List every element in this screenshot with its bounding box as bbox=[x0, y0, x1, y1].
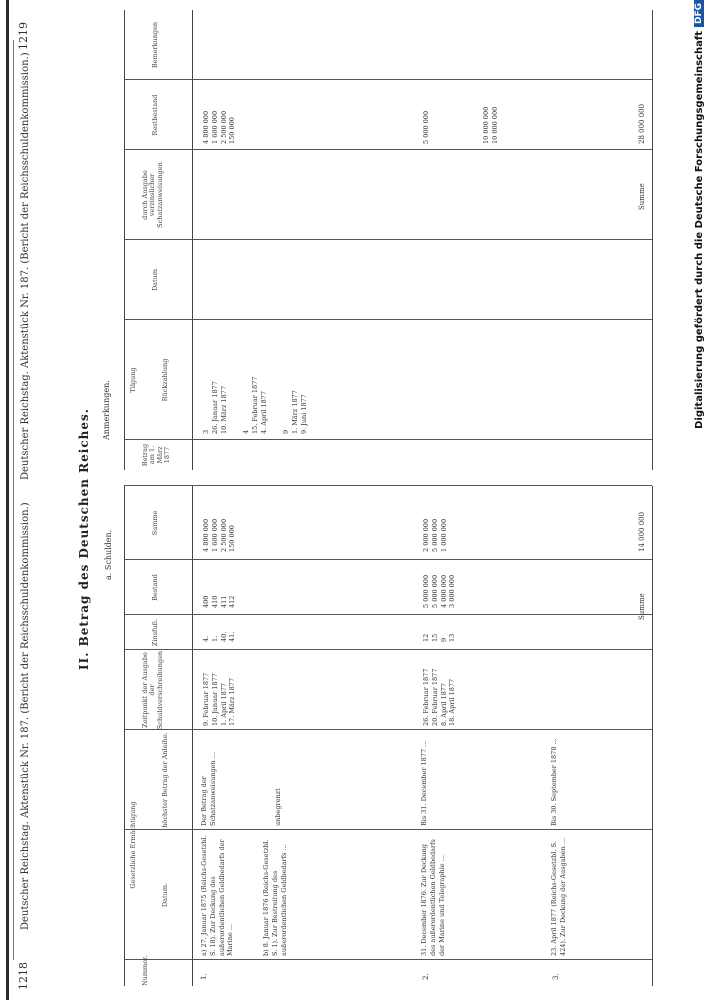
right-table-divider bbox=[124, 149, 652, 150]
right-amount: 2 500 000 bbox=[219, 110, 228, 144]
left-total-label: Summe bbox=[638, 593, 646, 620]
right-table-divider bbox=[124, 439, 652, 440]
right-cell: 1. März 1877 bbox=[290, 390, 299, 434]
issue-date: 26. Februar 1877 bbox=[422, 668, 430, 726]
right-subtitle: Anmerkungen. bbox=[102, 380, 111, 440]
sum-value: 1 000 000 bbox=[439, 518, 448, 552]
stock-value: 400 bbox=[202, 595, 210, 608]
right-table-bottom-rule bbox=[652, 10, 653, 470]
right-cell: 4 bbox=[242, 429, 250, 434]
right-total-value: 28 000 000 bbox=[638, 103, 646, 144]
series-value: 40. bbox=[219, 631, 228, 642]
right-amount: 10 000 000 bbox=[490, 106, 499, 144]
left-table-divider bbox=[124, 485, 652, 486]
amount-text: unbegrenzt bbox=[274, 788, 282, 826]
left-table-divider bbox=[124, 649, 652, 650]
rotated-document-spread bbox=[12, 0, 688, 1000]
col-header-rate: Zinsfuß. bbox=[151, 618, 159, 647]
sum-value: 2 500 000 bbox=[219, 518, 228, 552]
amount-text: Bis 31. December 1877 ... bbox=[420, 740, 428, 826]
sum-value: 4 800 000 bbox=[202, 518, 210, 552]
scan-credit-text: Digitalisierung gefördert durch die Deutsche Forschungsgemeinschaft bbox=[693, 31, 705, 429]
col-header-number: Nummer. bbox=[141, 955, 149, 986]
stock-value: 5 000 000 bbox=[422, 574, 430, 608]
sum-value: 150 000 bbox=[228, 525, 237, 552]
section-title: II. Betrag des Deutschen Reiches. bbox=[77, 408, 91, 670]
right-row bbox=[202, 324, 228, 434]
series-value: 1. bbox=[210, 635, 219, 642]
series-value: 12 bbox=[422, 633, 430, 642]
right-amount: 1 600 000 bbox=[210, 110, 219, 144]
issue-date: 17. März 1877 bbox=[228, 677, 237, 726]
right-cell: 4. April 1877 bbox=[259, 391, 268, 434]
law-text: 23. April 1877 (Reichs-Gesetzbl. S. 424). Zur Deckung der Ausgaben ... bbox=[550, 837, 567, 956]
series-values bbox=[202, 618, 237, 642]
stock-value: 411 bbox=[219, 595, 228, 608]
scan-credit bbox=[692, 0, 706, 1000]
right-table-divider bbox=[124, 319, 652, 320]
left-table-divider bbox=[124, 559, 652, 560]
stock-value: 4 000 000 bbox=[439, 574, 448, 608]
col-header-date: Datum. bbox=[161, 882, 169, 908]
series-value: 9 bbox=[439, 637, 448, 642]
right-row bbox=[282, 324, 308, 434]
left-table-divider bbox=[124, 959, 652, 960]
issue-date: 9. Februar 1877 bbox=[202, 672, 210, 726]
right-table-divider bbox=[124, 239, 652, 240]
series-value: 41. bbox=[228, 631, 237, 642]
sum-value: 2 000 000 bbox=[422, 518, 430, 552]
page-binding-edge bbox=[6, 0, 9, 1000]
issue-dates bbox=[422, 652, 457, 726]
right-cell: 9 bbox=[282, 429, 290, 434]
right-col-header: Datum bbox=[151, 268, 159, 292]
right-col-header: Rückzahlung bbox=[161, 358, 169, 402]
stock-value: 3 000 000 bbox=[448, 574, 457, 608]
col-header-stock: Bestand bbox=[151, 574, 159, 601]
issue-date: 18. April 1877 bbox=[448, 678, 457, 726]
law-text: b) 8. Januar 1876 (Reichs-Gesetzbl. S. 1). Zur Bestreitung des außerordentlichen Geldbedarfs ... bbox=[262, 839, 288, 956]
series-value: 15 bbox=[430, 633, 439, 642]
series-value: 13 bbox=[448, 633, 457, 642]
stock-values bbox=[202, 564, 237, 608]
series-value: 4. bbox=[202, 635, 210, 642]
right-cell: 10. März 1877 bbox=[219, 385, 228, 434]
issue-date: 1. April 1877 bbox=[219, 683, 228, 726]
law-text: 31. December 1876. Zur Deckung des außerordentlichen Geldbedarfs der Marine und Telegraphie ... bbox=[420, 839, 446, 956]
section-subtitle: a. Schulden. bbox=[104, 529, 113, 580]
right-col-header: durch Ausgabe verzinslicher Schatzanweisungen bbox=[141, 162, 164, 228]
sum-value: 5 000 000 bbox=[430, 518, 439, 552]
dfg-logo: DFG bbox=[694, 0, 704, 27]
col-header-max-amount: höchster Betrag der Anleihe. bbox=[161, 732, 169, 828]
col-header-sum: Summe bbox=[151, 510, 159, 536]
amount-text: Der Betrag der Schatzanweisungen ... bbox=[200, 752, 217, 826]
left-page-number: 1218 bbox=[17, 962, 30, 990]
right-running-head: Deutscher Reichstag. Aktenstück Nr. 187. (Bericht der Reichsschuldenkommission.) bbox=[20, 52, 31, 480]
left-table-header-rule bbox=[192, 486, 193, 986]
right-amount: 150 000 bbox=[228, 117, 237, 144]
right-amounts bbox=[482, 82, 500, 144]
sum-values bbox=[422, 490, 448, 552]
right-table-divider bbox=[124, 79, 652, 80]
right-row bbox=[242, 324, 268, 434]
issue-date: 8. April 1877 bbox=[439, 683, 448, 726]
right-amounts bbox=[422, 82, 431, 144]
right-cell: 3 bbox=[202, 429, 210, 434]
left-table-divider bbox=[124, 829, 652, 830]
stock-value: 410 bbox=[210, 595, 219, 608]
stock-value: 412 bbox=[228, 595, 237, 608]
right-cell: 26. Januar 1877 bbox=[210, 381, 219, 434]
series-values bbox=[422, 618, 457, 642]
amount-text: Bis 30. September 1878 ... bbox=[550, 738, 558, 826]
right-cell: 15. Februar 1877 bbox=[250, 376, 259, 434]
sum-values bbox=[202, 490, 237, 552]
issue-date: 20. Februar 1877 bbox=[430, 668, 439, 726]
issue-date: 10. Januar 1877 bbox=[210, 673, 219, 726]
left-running-head: Deutscher Reichstag. Aktenstück Nr. 187. (Bericht der Reichsschuldenkommission.) bbox=[20, 502, 31, 930]
left-total-value: 14 000 000 bbox=[638, 511, 646, 552]
right-col-header: Bemerkungen bbox=[151, 21, 159, 69]
left-table-bottom-rule bbox=[652, 486, 653, 986]
right-amounts bbox=[202, 82, 237, 144]
left-table-divider bbox=[124, 614, 652, 615]
right-col-header: Tilgung bbox=[129, 367, 137, 393]
stock-value: 5 000 000 bbox=[430, 574, 439, 608]
right-amount: 4 800 000 bbox=[202, 110, 210, 144]
right-col-header: Restbestand bbox=[151, 94, 159, 136]
row-number: 3. bbox=[552, 973, 560, 980]
law-text: a) 27. Januar 1875 (Reichs-Gesetzbl. S. 18). Zur Deckung des außerordentlichen Geldbedarfs der Marine ... bbox=[200, 835, 235, 956]
issue-dates bbox=[202, 652, 237, 726]
col-header-authorization: Gesetzliche Ermächtigung bbox=[129, 801, 137, 889]
left-table-top-rule bbox=[124, 486, 125, 986]
col-header-issue-date: Zeitpunkt der Ausgabe der Schuldverschreibungen bbox=[141, 650, 164, 730]
left-table-divider bbox=[124, 729, 652, 730]
right-cell: 9. Juni 1877 bbox=[299, 394, 308, 434]
row-number: 2. bbox=[422, 973, 430, 980]
right-col-header: Betrag am 1. März 1877 bbox=[141, 443, 172, 467]
right-amount: 10 000 000 bbox=[482, 106, 490, 144]
stock-values bbox=[422, 564, 457, 608]
sum-value: 1 600 000 bbox=[210, 518, 219, 552]
row-number: 1. bbox=[200, 973, 208, 980]
right-page-number: 1219 bbox=[17, 22, 30, 50]
right-total-label: Summe bbox=[638, 183, 646, 210]
right-amount: 5 000 000 bbox=[422, 110, 430, 144]
